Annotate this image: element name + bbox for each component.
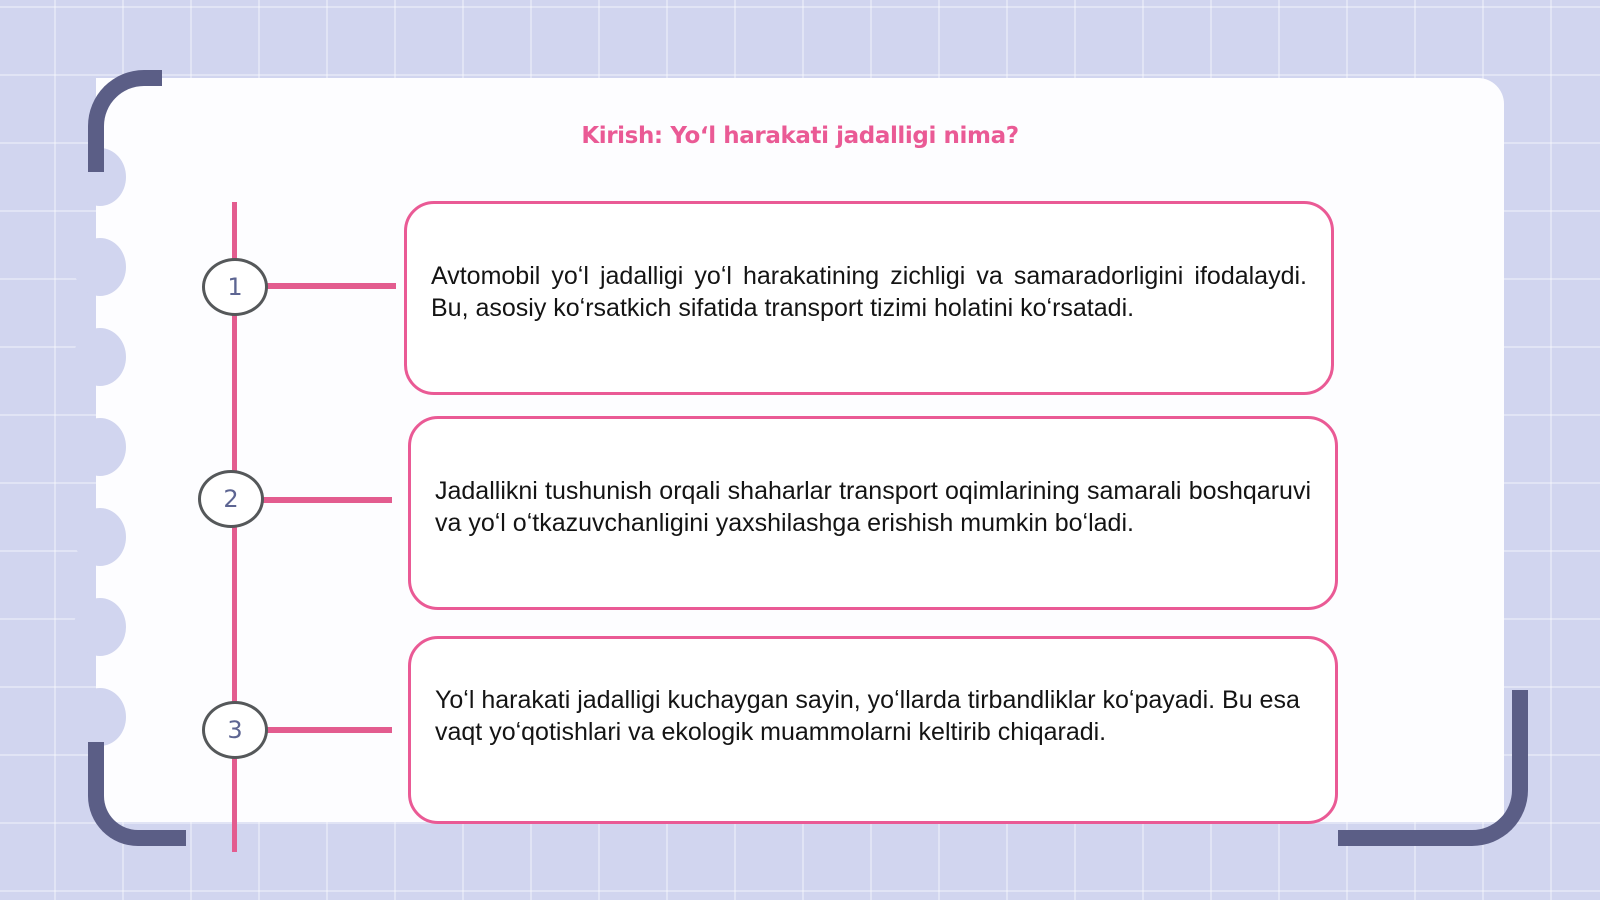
step-description: Avtomobil yoʻl jadalligi yoʻl harakatining zichligi va samaradorligini ifodalaydi. Bu, asosiy koʻrsatkich sifatida transport tizimi holatini koʻrsatadi.	[431, 262, 1307, 322]
step-description: Jadallikni tushunish orqali shaharlar transport oqimlarining samarali boshqaruvi va yoʻl oʻtkazuvchanligini yaxshilashga erishish mumkin boʻladi.	[435, 477, 1311, 537]
step-number-circle: 1	[202, 258, 268, 316]
step-card	[408, 416, 1338, 610]
frame-corner-bottom-left	[88, 742, 186, 846]
step-number-circle: 2	[198, 470, 264, 528]
step-connector	[266, 727, 392, 733]
binder-hole	[74, 418, 126, 476]
step-number-circle: 3	[202, 701, 268, 759]
binder-hole	[74, 688, 126, 746]
step-connector	[262, 497, 392, 503]
binder-hole	[74, 328, 126, 386]
step-card	[404, 201, 1334, 395]
frame-corner-bottom-right	[1338, 690, 1528, 846]
step-connector	[264, 283, 396, 289]
binder-hole	[74, 238, 126, 296]
step-card	[408, 636, 1338, 824]
step-description: Yoʻl harakati jadalligi kuchaygan sayin, yoʻllarda tirbandliklar koʻpayadi. Bu esa vaqt yoʻqotishlari va ekologik muammolarni keltirib chiqaradi.	[435, 686, 1300, 746]
slide-title: Kirish: Yoʻl harakati jadalligi nima?	[581, 123, 1019, 149]
binder-hole	[74, 598, 126, 656]
binder-hole	[74, 508, 126, 566]
